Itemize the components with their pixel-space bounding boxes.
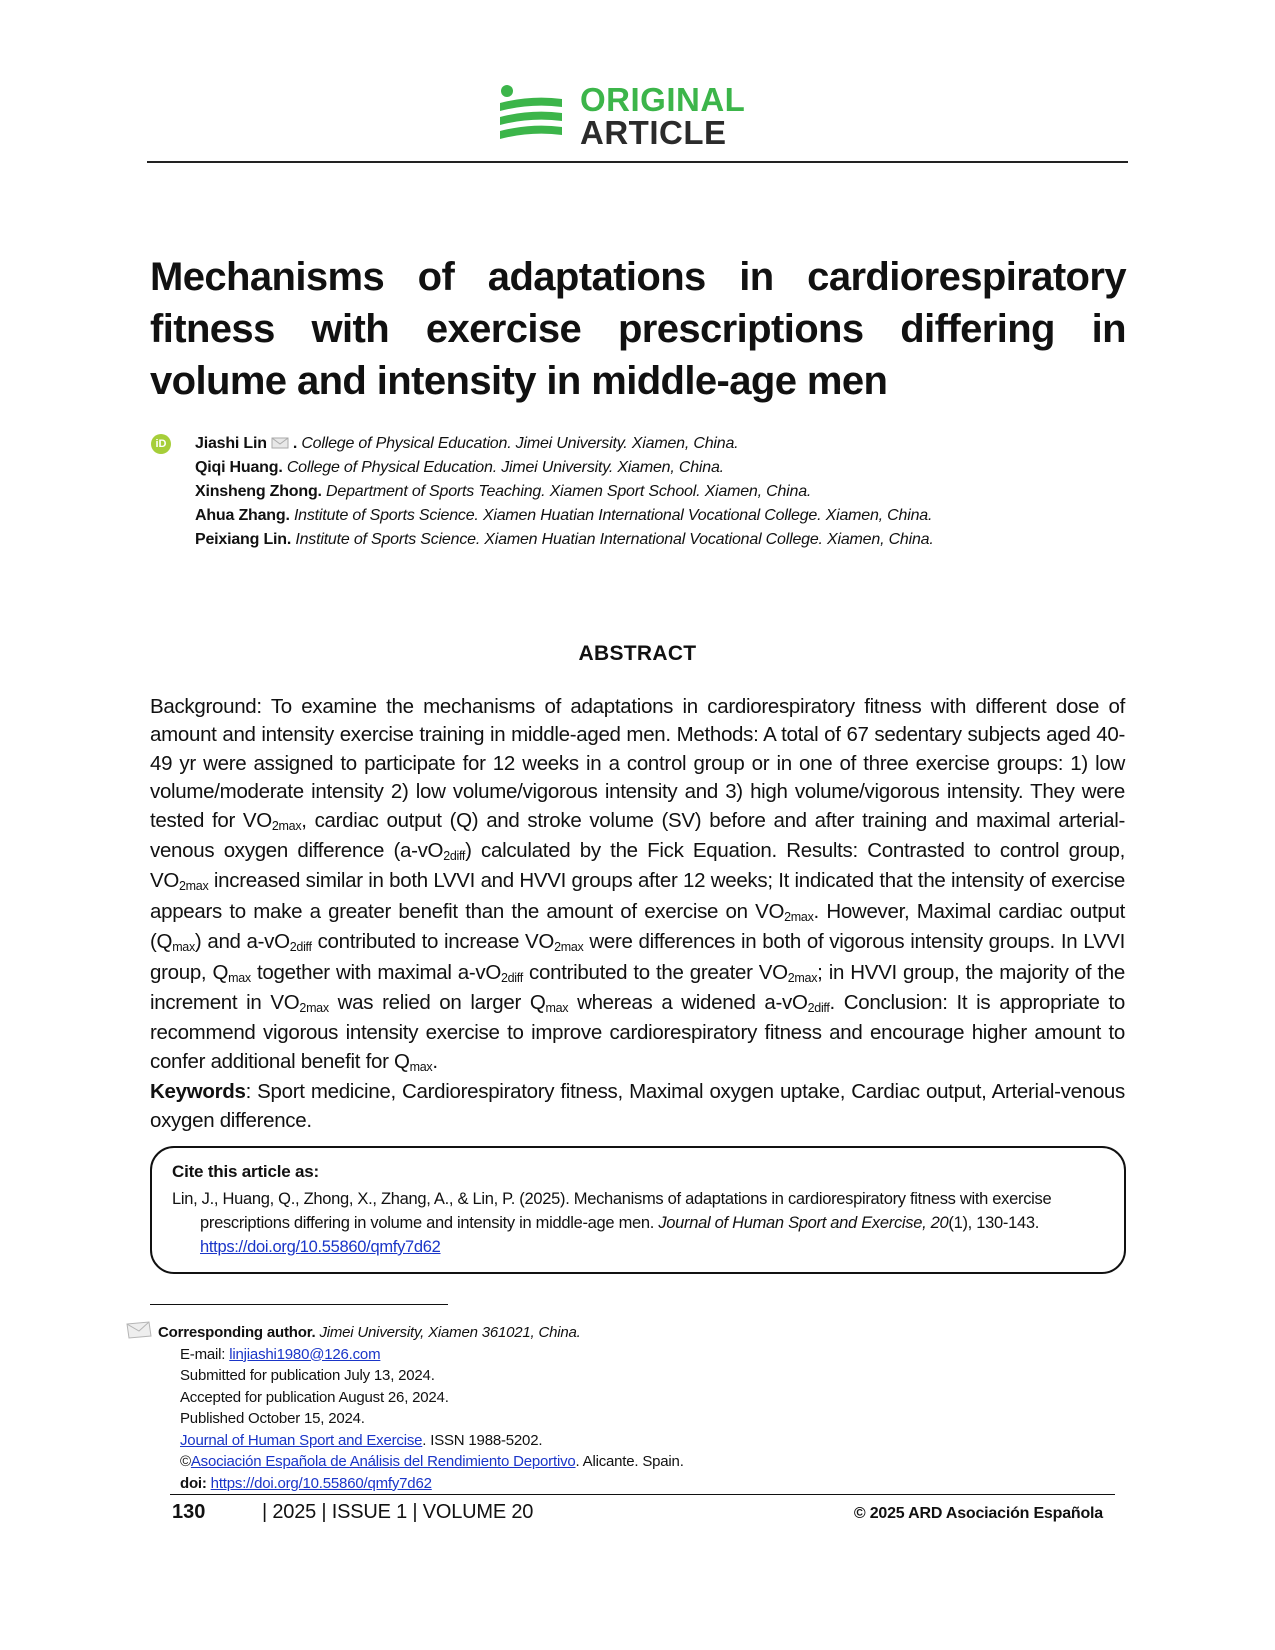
orcid-icon[interactable]: iD [151,434,171,454]
submitted-date: Submitted for publication July 13, 2024. [180,1367,435,1384]
author-affiliation: College of Physical Education. Jimei University. Xiamen, China. [301,435,739,452]
author-name: Xinsheng Zhong. [195,483,322,500]
association-location: . Alicante. Spain. [575,1453,684,1470]
author-name: Ahua Zhang. [195,507,290,524]
article-title: Mechanisms of adaptations in cardiorespiratory fitness with exercise prescriptions differing in volume and intensity in middle-age men [150,254,1126,403]
stripes-logo-icon [500,85,562,145]
header-divider [147,161,1128,163]
author-name: Qiqi Huang. [195,459,283,476]
email-line [158,1344,684,1366]
journal-link[interactable]: Journal of Human Sport and Exercise [180,1431,423,1449]
author-item [195,504,1095,528]
corresponding-label: Corresponding author. [158,1324,316,1341]
author-affiliation: Institute of Sports Science. Xiamen Huatian International Vocational College. Xiamen, China. [293,507,933,524]
author-item: Jiashi Lin . College of Physical Education. Jimei University. Xiamen, China. [195,435,739,452]
journal-line [158,1430,684,1452]
logo-line-original: ORIGINAL [580,81,746,118]
keywords-list: : Sport medicine, Cardiorespiratory fitness, Maximal oxygen uptake, Cardiac output, Arterial-venous oxygen difference. [150,1080,1125,1132]
corresponding-address: Jimei University, Xiamen 361021, China. [319,1324,581,1341]
author-affiliation: College of Physical Education. Jimei University. Xiamen, China. [286,459,724,476]
footer-divider [170,1494,1115,1495]
copyright-symbol: © [180,1453,191,1470]
abstract-heading: ABSTRACT [578,642,697,665]
author-affiliation: Department of Sports Teaching. Xiamen Sport School. Xiamen, China. [326,483,812,500]
citation-heading: Cite this article as: [172,1162,319,1181]
author-list [195,432,1095,552]
corresponding-footnote [158,1322,684,1494]
envelope-icon[interactable] [271,437,289,449]
footnote-divider [150,1304,448,1305]
keywords-label: Keywords [150,1080,246,1104]
doi-link[interactable]: https://doi.org/10.55860/qmfy7d62 [210,1474,432,1492]
logo-line-article: ARTICLE [580,114,727,151]
author-name: Peixiang Lin. [195,531,292,548]
doi-line [158,1473,684,1495]
citation-text [172,1187,1112,1259]
issue-info: | 2025 | ISSUE 1 | VOLUME 20 [262,1501,534,1523]
doi-label: doi: [180,1474,207,1492]
citation-line2: prescriptions differing in volume and intensity in middle-age men. [200,1214,659,1232]
citation-doi-link[interactable]: https://doi.org/10.55860/qmfy7d62 [200,1238,441,1256]
association-line [158,1451,684,1473]
footer-copyright: © 2025 ARD Asociación Española [853,1505,1103,1522]
abstract-text: Background: To examine the mechanisms of adaptations in cardiorespiratory fitness with different dose of amount and intensity exercise training in middle-aged men. Methods: A total of 67 sedentary subjects aged 40-49 yr were assigned to participate for 12 weeks in a control group or in one of three exercise groups: 1) low volume/moderate intensity 2) low volume/vigorous intensity and 3) high volume/vigorous intensity. They were tested for $VO_{2max}$, cardiac output (Q) and stroke volume (SV) before and after training and maximal arterial-venous oxygen difference $(a-vO_{2diff})$ calculated by the Fick Equation. Results: Contrasted to control group, $VO_{2max}$ increased similar in both LVVI and HVVI groups after 12 weeks; It indicated that the intensity of exercise appears to make a greater benefit than the amount of exercise on $VO_{2max}$. However, Maximal cardiac output $(Q_{max})$ and $a-vO_{2diff}$ contributed to increase $VO_{2max}$ were differences in both of vigorous intensity groups. In LVVI group, $Q_{max}$ together with maximal $a-vO_{2diff}$ contributed to the greater $VO_{2max}$; in HVVI group, the majority of the increment in $VO_{2max}$ was relied on larger $Q_{max}$ whereas a widened $a-vO_{2diff}$. Conclusion: It is appropriate to recommend vigorous intensity exercise to improve cardiorespiratory fitness and encourage higher amount to confer additional benefit for $Q_{max}$. [150,695,1126,1074]
citation-issue: (1), 130-143. [948,1214,1039,1232]
author-item [195,456,1095,480]
page-number: 130 [172,1501,206,1523]
email-link[interactable]: linjiashi1980@126.com [229,1345,381,1363]
author-item [195,480,1095,504]
citation-line1: Lin, J., Huang, Q., Zhong, X., Zhang, A., & Lin, P. (2025). Mechanisms of adaptations in cardiorespiratory fitness with exercise [172,1190,1052,1208]
journal-logo [500,83,770,153]
email-label: E-mail: [180,1345,230,1363]
author-affiliation: Institute of Sports Science. Xiamen Huatian International Vocational College. Xiamen, China. [295,531,934,548]
published-date: Published October 15, 2024. [180,1410,365,1427]
corresponding-line [158,1324,581,1341]
citation-continuation [172,1211,1112,1235]
abstract-body [150,693,1125,1135]
keywords [150,1078,1125,1135]
citation-doi-line [172,1235,1112,1259]
envelope-icon [126,1321,152,1339]
accepted-date: Accepted for publication August 26, 2024. [180,1388,449,1406]
citation-journal: Journal of Human Sport and Exercise, 20 [658,1214,949,1232]
author-item [195,528,1095,552]
issn: . ISSN 1988-5202. [422,1431,543,1449]
association-link[interactable]: Asociación Española de Análisis del Rendimiento Deportivo [190,1453,576,1470]
author-name: Jiashi Lin [195,435,267,452]
